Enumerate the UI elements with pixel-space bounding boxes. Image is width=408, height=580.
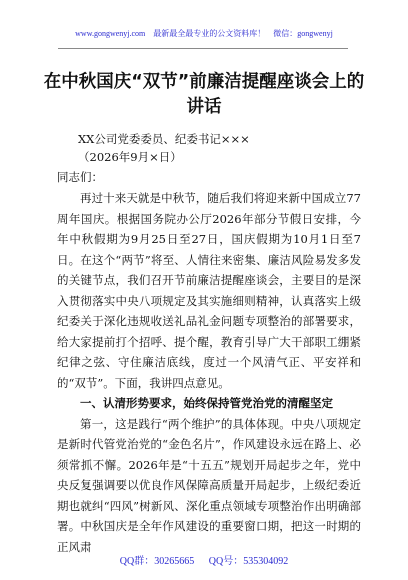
document-byline: XX公司党委委员、纪委书记××× — [78, 132, 250, 146]
document-body — [57, 188, 361, 557]
wechat-id: 微信：gongwenyj — [273, 29, 333, 38]
site-header — [0, 28, 408, 39]
section-heading-1: 一、认清形势要求，始终保持管党治党的清醒坚定 — [80, 396, 333, 410]
site-footer — [0, 552, 408, 567]
document-greeting: 同志们： — [57, 170, 103, 184]
document-date: （2026年9月×日） — [78, 150, 182, 164]
paragraph-first-point: 第一，这是践行“两个维护”的具体体现。中央八项规定是新时代管党治党的“金色名片”，作风建设永远在路上、必须常抓不懈。2026年是“十五五”规划开局起步之年，党中央反复强调要以优良作风保障高质量开局起步，上级纪委近期也就纠“四风”树新风、深化重点领域专项整治作出明确部署。中秋国庆是全年作风建设的重要窗口期，把这一时期的正风肃 — [57, 416, 361, 554]
qq-number: QQ号：535304092 — [208, 556, 289, 567]
site-url[interactable]: www.gongwenyj.com — [75, 29, 146, 38]
header-divider — [58, 48, 348, 49]
qq-group: QQ群：30265665 — [119, 556, 195, 567]
site-slogan: 最新最全最专业的公文资料库！ — [153, 29, 266, 38]
document-title: 在中秋国庆“双节”前廉洁提醒座谈会上的讲话 — [43, 72, 365, 117]
paragraph-intro: 再过十来天就是中秋节，随后我们将迎来新中国成立77周年国庆。根据国务院办公厅2026年部分节假日安排，今年中秋假期为9月25日至27日，国庆假期为10月1日至7日。在这个“两节”将至、人情往来密集、廉洁风险易发多发的关键节点，我们召开节前廉洁提醒座谈会，主要目的是深入贯彻落实中央八项规定及其实施细则精神，认真落实上级纪委关于深化违规收送礼品礼金问题专项整治的部署要求，给大家提前打个招呼、提个醒，教育引导广大干部职工绷紧纪律之弦、守住廉洁底线，度过一个风清气正、平安祥和的“双节”。下面，我讲四点意见。 — [57, 191, 361, 390]
